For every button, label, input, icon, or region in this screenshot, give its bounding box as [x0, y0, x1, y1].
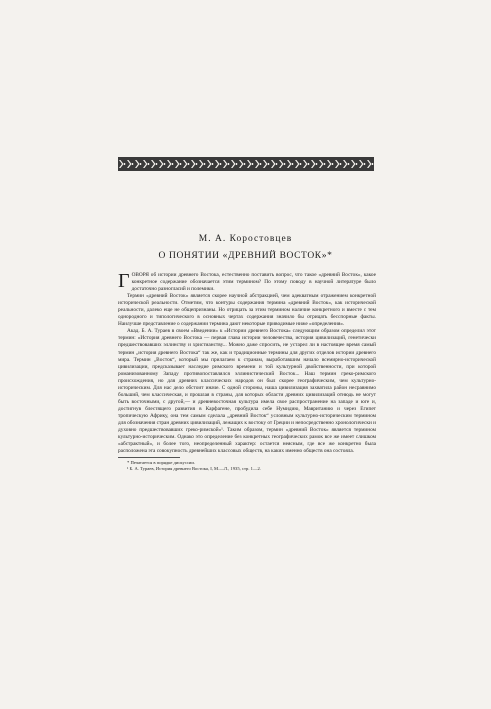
article-body [118, 272, 376, 472]
ornamental-header-band [118, 157, 374, 171]
paragraph: Акад. Б. А. Тураев в своем «Введении» к «Истории древнего Востока» следующим образом определил этот термин: «История древнего Востока — первая глава истории человечества, история цивилизаций, генетически предшествовавших эллинству и христианству... Можно даже спросить, не устарел ли в настоящее время самый термин „история древнего Востока“ так же, как и традиционные термины для других отделов истории древнего мира. Термин „Восток“, который мы прилагаем к странам, выработавшим начало всемирно-исторической цивилизации, предсказывает наследие римского времени и той культурной двойственности, при которой романизованному Западу противопоставлялся эллинистический Восток... Наш термин греко-римского происхождения, но для древних классических народов он был скорее географическим, чем культурно-историческим. Для нас дело обстоит иначе. С одной стороны, наша цивилизация захватила район несравнимо больший, чем классическая, и прошлая в страны, для которых области древних цивилизаций отнюдь не могут быть восточными, с другой,— и древневосточная культура имела свое распространение на западе и юге и, достигнув блестящего развития в Карфагене, пробудила себе Нумидию, Мавританию и через Египет тропическую Африку, она тем самым сделала „древний Восток“ условным культурно-историческим термином для обозначения стран древних цивилизаций, лежащих к востоку от Греции и непосредственно хронологически и духовно предшествовавших греко-римской»¹. Таким образом, термин «древний Восток» является термином культурно-историческим. Однако это определение без конкретных географических рамок все же имеет слишком «абстрактный», и более того, неопределенный характер: остается неясным, где все же конкретно была расположена эта совокупность древнейших классовых обществ, на каких именно обществ она состояла. [118, 328, 376, 455]
footnote-divider [118, 457, 180, 458]
drop-cap: Г [118, 270, 130, 292]
author-name: М. А. Коростовцев [198, 234, 293, 244]
footnote: ¹ Б. А. Тураев, История древнего Востока, I, М.—Л., 1935, стр. 1—2. [127, 466, 261, 472]
paragraph [118, 272, 376, 293]
footnote: * Печатается в порядке дискуссии. [127, 460, 195, 466]
paragraph: Термин «древний Восток» является скорее научной абстракцией, чем адекватным отражением конкретной исторической реальности. Отметим, что контуры содержания термина «древний Восток», как исторической реальности, далеко еще не общепризнаны. Но отрицать за этим термином наличие конкретного и вместе с тем однородного и типологического в основных чертах содержания значило бы отрицать бесспорные факты. Наилучше представление о содержании термина дают некоторые приводимые ниже «определения». [118, 293, 376, 328]
article-title: О ПОНЯТИИ «ДРЕВНИЙ ВОСТОК»* [158, 251, 333, 261]
paragraph-text: ОВОРЯ об истории древнего Востока, естественно поставить вопрос, что такое «древний Восток», какое конкретное содержание обозначается этим термином? По этому поводу в научной литературе было достаточно разногласий и полемики. [131, 272, 376, 293]
